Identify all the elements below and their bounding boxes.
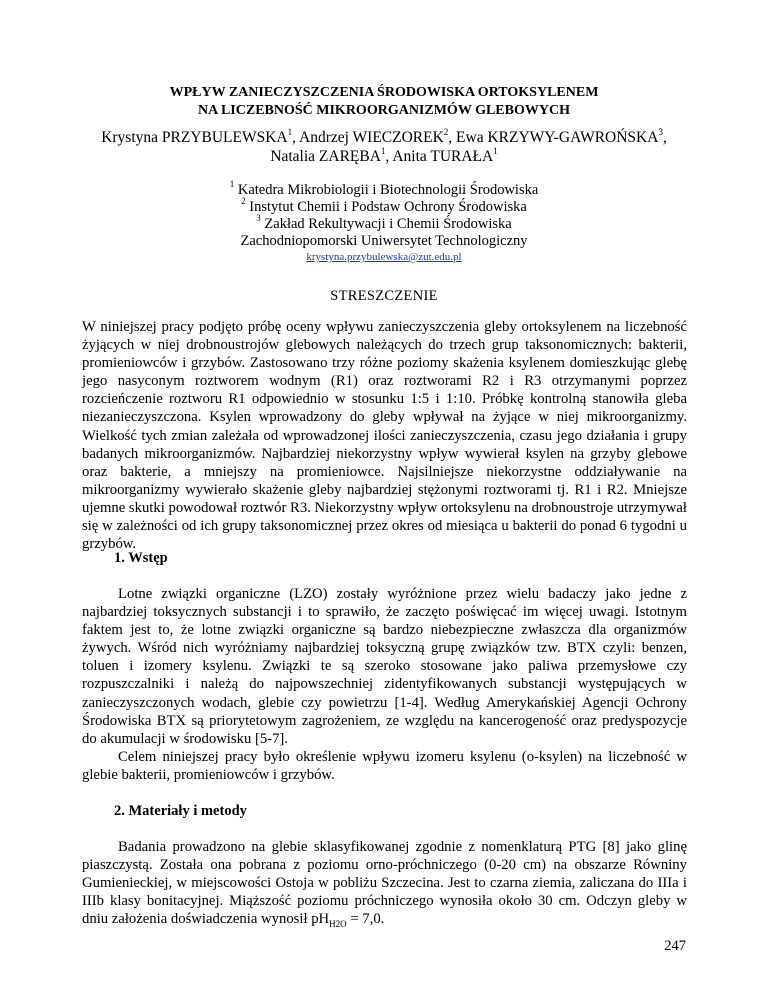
author-affil-sup: 1 xyxy=(380,145,386,156)
section-2-body xyxy=(82,838,687,928)
affiliations xyxy=(120,179,648,265)
affil-sup: 1 xyxy=(229,179,235,190)
author-list xyxy=(60,128,708,166)
author-name: Natalia ZARĘBA xyxy=(270,148,381,165)
author-affil-sup: 3 xyxy=(658,126,663,137)
paragraph-text: Badania prowadzono na glebie sklasyfikowanej zgodnie z nomenklaturą PTG [8] jako glinę piaszczystą. Została ona pobrana z poziomu orno-próchniczego (0-20 cm) na obszarze Równiny Gumienieckiej, w miejscowości Ostoja w pobliżu Szczecina. Jest to czarna ziemia, zaliczana do IIIa i IIIb klasy bonitacyjnej. Miąższość poziomu próchniczego wynosiła około 30 cm. Odczyn gleby w dniu założenia doświadczenia wynosił pH xyxy=(82,839,687,928)
paragraph: Celem niniejszej pracy było określenie wpływu izomeru ksylenu (o-ksylen) na liczebność w glebie bakterii, promieniowców i grzybów. xyxy=(82,748,687,783)
author-email-link[interactable]: krystyna.przybulewska@zut.edu.pl xyxy=(306,251,462,263)
paragraph-text: = 7,0. xyxy=(346,911,385,928)
affiliation-3 xyxy=(120,213,648,233)
author-name: Krystyna PRZYBULEWSKA xyxy=(101,129,288,146)
university-name: Zachodniopomorski Uniwersytet Technologiczny xyxy=(240,233,528,249)
affil-sup: 2 xyxy=(241,196,246,207)
page-number: 247 xyxy=(664,938,686,954)
paragraph xyxy=(82,838,687,928)
author-name: , Andrzej WIECZOREK xyxy=(292,129,444,146)
author-affil-sup: 2 xyxy=(443,126,449,137)
title-line-2: NA LICZEBNOŚĆ MIKROORGANIZMÓW GLEBOWYCH xyxy=(198,103,570,118)
section-2-heading: 2. Materiały i metody xyxy=(114,803,247,819)
affil-text: Zakład Rekultywacji i Chemii Środowiska xyxy=(260,216,512,232)
affiliation-2 xyxy=(120,196,648,216)
abstract-heading: STRESZCZENIE xyxy=(330,288,438,304)
author-name: , Anita TURAŁA xyxy=(385,148,494,165)
affil-text: Katedra Mikrobiologii i Biotechnologii Środowiska xyxy=(234,182,539,198)
author-affil-sup: 1 xyxy=(493,145,498,156)
author-name: , Ewa KRZYWY-GAWROŃSKA xyxy=(448,129,659,146)
abstract-text: W niniejszej pracy podjęto próbę oceny wpływu zanieczyszczenia gleby ortoksylenem na liczebność żyjących w niej drobnoustrojów glebowych należących do trzech grup taksonomicznych: bakterii, promieniowców i grzybów. Zastosowano trzy różne poziomy skażenia ksylenem domieszkując glebę jego nasyconym roztworem wodnym (R1) oraz roztworami R2 i R3 otrzymanymi poprzez rozcieńczenie roztworu R1 odpowiednio w stosunku 1:5 i 1:10. Próbkę kontrolną stanowiła gleba niezanieczyszczona. Ksylen wprowadzony do gleby wpływał na żyjące w niej mikroorganizmy. Wielkość tych zmian zależała od wprowadzonej ilości zanieczyszczenia, czasu jego działania i grupy badanych mikroorganizmów. Najbardziej niekorzystny wpływ wywierał ksylen na grzyby glebowe oraz bakterie, a mniejszy na promieniowce. Najsilniejsze niekorzystne oddziaływanie na mikroorganizmy wywierało skażenie gleby najbardziej stężonymi roztworami tj. R1 i R2. Mniejsze ujemne skutki powodował roztwór R3. Niekorzystny wpływ ortoksylenu na drobnoustroje utrzymywał się w zależności od ich grupy taksonomicznej przez okres od miesiąca u bakterii do ponad 6 tygodni u grzybów. xyxy=(82,319,687,553)
paper-title xyxy=(80,84,688,120)
affil-text: Instytut Chemii i Podstaw Ochrony Środowiska xyxy=(245,199,527,215)
author-sep: , xyxy=(662,129,667,146)
paragraph: Lotne związki organiczne (LZO) zostały wyróżnione przez wielu badaczy jako jedne z najbardziej toksycznych substancji i to sprawiło, że zaczęto poświęcać im więcej uwagi. Istotnym faktem jest to, że lotne związki organiczne są bardzo niebezpieczne zwłaszcza dla organizmów żywych. Wśród nich wyróżniamy najbardziej toksyczną grupę związków tzw. BTX czyli: benzen, toluen i izomery ksylenu. Związki te są szeroko stosowane jako paliwa przemysłowe czy rozpuszczalniki i należą do najpowszechniej zidentyfikowanych substancji występujących w zanieczyszczonych wodach, glebie czy powietrzu [1-4]. Według Amerykańskiej Agencji Ochrony Środowiska BTX są priorytetowym zagrożeniem, ze względu na kancerogeność oraz predyspozycje do akumulacji w środowisku [5-7]. xyxy=(82,586,687,747)
ph-subscript: H2O xyxy=(329,919,347,930)
title-line-1: WPŁYW ZANIECZYSZCZENIA ŚRODOWISKA ORTOKSYLENEM xyxy=(169,85,599,100)
section-1-heading: 1. Wstęp xyxy=(114,550,168,566)
author-affil-sup: 1 xyxy=(287,126,293,137)
authors-line-1 xyxy=(60,128,708,147)
section-1-body xyxy=(82,585,687,784)
affil-sup: 3 xyxy=(256,213,261,224)
authors-line-2 xyxy=(60,147,708,166)
affiliation-1 xyxy=(120,179,648,199)
